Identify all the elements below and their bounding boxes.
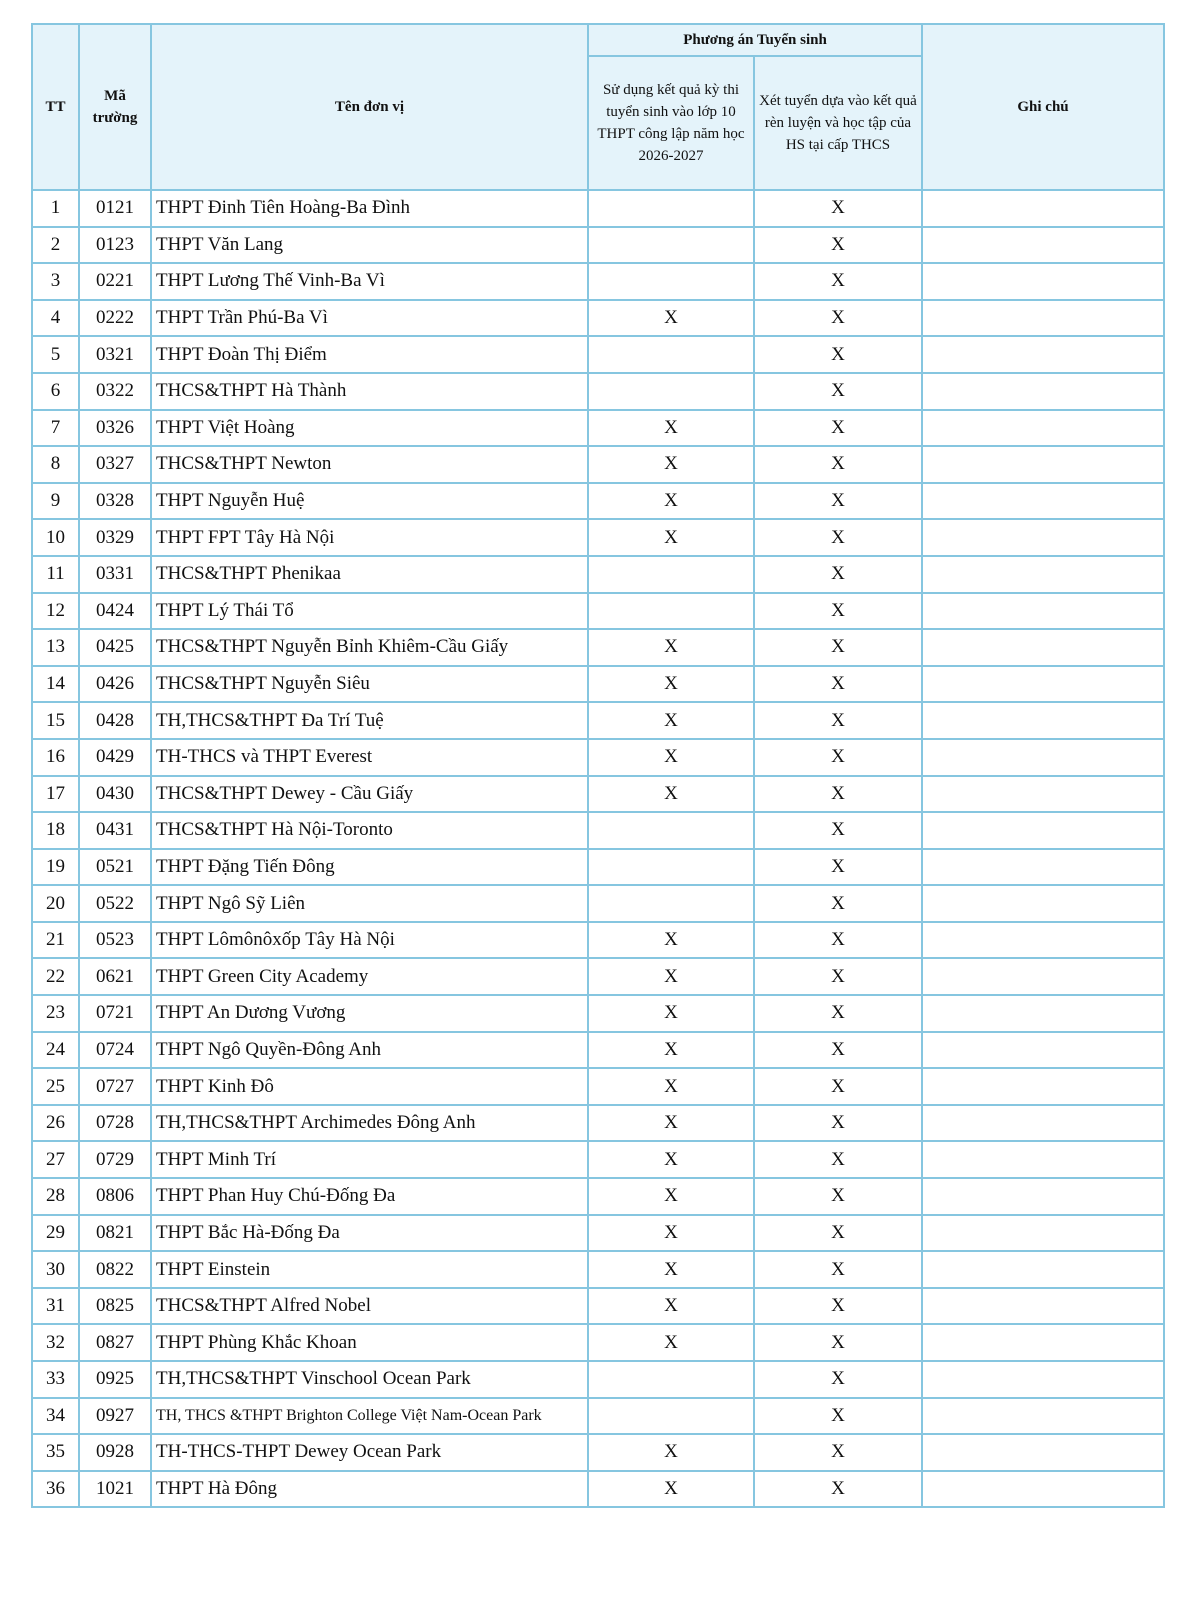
row-number: 25	[32, 1068, 79, 1105]
row-number: 36	[32, 1471, 79, 1508]
option-record-mark: X	[754, 812, 922, 849]
option-record-mark: X	[754, 1251, 922, 1288]
table-row	[32, 1251, 1164, 1288]
row-number: 23	[32, 995, 79, 1032]
row-number: 29	[32, 1215, 79, 1252]
option-exam-mark: X	[588, 702, 754, 739]
note-cell	[922, 1105, 1164, 1142]
option-record-mark: X	[754, 1434, 922, 1471]
option-exam-mark: X	[588, 446, 754, 483]
col-header-phuong-an: Phương án Tuyển sinh	[588, 24, 922, 56]
option-exam-mark	[588, 885, 754, 922]
school-name: THCS&THPT Alfred Nobel	[151, 1288, 588, 1325]
table-row	[32, 776, 1164, 813]
school-name: THPT Đoàn Thị Điểm	[151, 336, 588, 373]
option-record-mark: X	[754, 1398, 922, 1435]
col-header-ma-truong: Mã trường	[79, 24, 151, 190]
school-code: 0321	[79, 336, 151, 373]
row-number: 10	[32, 519, 79, 556]
note-cell	[922, 1068, 1164, 1105]
school-name: TH, THCS &THPT Brighton College Việt Nam-Ocean Park	[151, 1398, 588, 1435]
table-row	[32, 1398, 1164, 1435]
option-record-mark: X	[754, 958, 922, 995]
school-name: THPT Kinh Đô	[151, 1068, 588, 1105]
option-record-mark: X	[754, 300, 922, 337]
school-code: 0925	[79, 1361, 151, 1398]
school-name: TH-THCS-THPT Dewey Ocean Park	[151, 1434, 588, 1471]
school-name: THCS&THPT Dewey - Cầu Giấy	[151, 776, 588, 813]
school-code: 0430	[79, 776, 151, 813]
option-exam-mark: X	[588, 1288, 754, 1325]
school-name: TH,THCS&THPT Archimedes Đông Anh	[151, 1105, 588, 1142]
header-row	[32, 24, 1164, 56]
school-code: 0429	[79, 739, 151, 776]
col-header-option-exam: Sử dụng kết quả kỳ thi tuyển sinh vào lớp 10 THPT công lập năm học 2026-2027	[588, 56, 754, 190]
note-cell	[922, 666, 1164, 703]
row-number: 30	[32, 1251, 79, 1288]
col-header-option-record: Xét tuyển dựa vào kết quả rèn luyện và học tập của HS tại cấp THCS	[754, 56, 922, 190]
option-exam-mark: X	[588, 922, 754, 959]
school-name: THPT Ngô Sỹ Liên	[151, 885, 588, 922]
school-name: TH,THCS&THPT Đa Trí Tuệ	[151, 702, 588, 739]
school-name: THCS&THPT Phenikaa	[151, 556, 588, 593]
school-code: 0727	[79, 1068, 151, 1105]
option-record-mark: X	[754, 666, 922, 703]
option-record-mark: X	[754, 190, 922, 227]
table-row	[32, 922, 1164, 959]
option-exam-mark	[588, 263, 754, 300]
school-name: THPT Lương Thế Vinh-Ba Vì	[151, 263, 588, 300]
option-exam-mark	[588, 812, 754, 849]
school-name: THPT Lý Thái Tổ	[151, 593, 588, 630]
option-exam-mark	[588, 336, 754, 373]
table-row	[32, 702, 1164, 739]
option-exam-mark	[588, 190, 754, 227]
table-row	[32, 1032, 1164, 1069]
table-row	[32, 739, 1164, 776]
row-number: 27	[32, 1141, 79, 1178]
school-name: TH-THCS và THPT Everest	[151, 739, 588, 776]
table-row	[32, 1178, 1164, 1215]
option-exam-mark	[588, 556, 754, 593]
option-exam-mark: X	[588, 1434, 754, 1471]
row-number: 32	[32, 1324, 79, 1361]
table-row	[32, 1068, 1164, 1105]
table-row	[32, 1361, 1164, 1398]
note-cell	[922, 702, 1164, 739]
school-code: 0927	[79, 1398, 151, 1435]
school-name: THPT Văn Lang	[151, 227, 588, 264]
admission-table-container	[31, 23, 1163, 1508]
row-number: 19	[32, 849, 79, 886]
option-record-mark: X	[754, 556, 922, 593]
row-number: 16	[32, 739, 79, 776]
school-code: 0123	[79, 227, 151, 264]
row-number: 17	[32, 776, 79, 813]
option-record-mark: X	[754, 1471, 922, 1508]
table-row	[32, 812, 1164, 849]
option-record-mark: X	[754, 227, 922, 264]
school-name: THPT Lômônôxốp Tây Hà Nội	[151, 922, 588, 959]
option-record-mark: X	[754, 483, 922, 520]
table-row	[32, 1471, 1164, 1508]
note-cell	[922, 446, 1164, 483]
note-cell	[922, 849, 1164, 886]
option-exam-mark: X	[588, 410, 754, 447]
option-exam-mark	[588, 1398, 754, 1435]
school-name: THPT Bắc Hà-Đống Đa	[151, 1215, 588, 1252]
row-number: 21	[32, 922, 79, 959]
option-record-mark: X	[754, 1068, 922, 1105]
option-record-mark: X	[754, 849, 922, 886]
option-exam-mark: X	[588, 1471, 754, 1508]
option-exam-mark	[588, 593, 754, 630]
row-number: 1	[32, 190, 79, 227]
note-cell	[922, 1141, 1164, 1178]
school-code: 0431	[79, 812, 151, 849]
option-exam-mark: X	[588, 958, 754, 995]
school-code: 0827	[79, 1324, 151, 1361]
option-record-mark: X	[754, 519, 922, 556]
option-exam-mark: X	[588, 1178, 754, 1215]
school-code: 0825	[79, 1288, 151, 1325]
row-number: 9	[32, 483, 79, 520]
note-cell	[922, 483, 1164, 520]
note-cell	[922, 1324, 1164, 1361]
row-number: 4	[32, 300, 79, 337]
school-code: 0329	[79, 519, 151, 556]
option-record-mark: X	[754, 410, 922, 447]
row-number: 13	[32, 629, 79, 666]
school-code: 0522	[79, 885, 151, 922]
school-name: THPT Phùng Khắc Khoan	[151, 1324, 588, 1361]
school-code: 0428	[79, 702, 151, 739]
option-record-mark: X	[754, 922, 922, 959]
option-record-mark: X	[754, 373, 922, 410]
school-name: THCS&THPT Nguyễn Bỉnh Khiêm-Cầu Giấy	[151, 629, 588, 666]
school-code: 0121	[79, 190, 151, 227]
option-exam-mark: X	[588, 739, 754, 776]
row-number: 5	[32, 336, 79, 373]
option-exam-mark: X	[588, 1032, 754, 1069]
table-row	[32, 190, 1164, 227]
option-exam-mark: X	[588, 1141, 754, 1178]
option-exam-mark: X	[588, 1068, 754, 1105]
table-row	[32, 556, 1164, 593]
option-record-mark: X	[754, 263, 922, 300]
option-record-mark: X	[754, 629, 922, 666]
option-record-mark: X	[754, 593, 922, 630]
table-row	[32, 373, 1164, 410]
school-name: THPT Ngô Quyền-Đông Anh	[151, 1032, 588, 1069]
note-cell	[922, 629, 1164, 666]
school-code: 1021	[79, 1471, 151, 1508]
table-row	[32, 958, 1164, 995]
option-record-mark: X	[754, 1032, 922, 1069]
row-number: 24	[32, 1032, 79, 1069]
option-exam-mark: X	[588, 1324, 754, 1361]
note-cell	[922, 593, 1164, 630]
note-cell	[922, 373, 1164, 410]
row-number: 18	[32, 812, 79, 849]
school-code: 0221	[79, 263, 151, 300]
school-code: 0322	[79, 373, 151, 410]
school-name: THCS&THPT Nguyễn Siêu	[151, 666, 588, 703]
option-record-mark: X	[754, 446, 922, 483]
school-code: 0425	[79, 629, 151, 666]
school-code: 0424	[79, 593, 151, 630]
table-row	[32, 1215, 1164, 1252]
table-row	[32, 336, 1164, 373]
school-code: 0327	[79, 446, 151, 483]
row-number: 11	[32, 556, 79, 593]
note-cell	[922, 1251, 1164, 1288]
note-cell	[922, 812, 1164, 849]
table-row	[32, 1434, 1164, 1471]
note-cell	[922, 1288, 1164, 1325]
option-record-mark: X	[754, 1324, 922, 1361]
note-cell	[922, 263, 1164, 300]
note-cell	[922, 1178, 1164, 1215]
row-number: 31	[32, 1288, 79, 1325]
option-record-mark: X	[754, 1178, 922, 1215]
school-name: TH,THCS&THPT Vinschool Ocean Park	[151, 1361, 588, 1398]
option-record-mark: X	[754, 776, 922, 813]
school-name: THPT Phan Huy Chú-Đống Đa	[151, 1178, 588, 1215]
row-number: 34	[32, 1398, 79, 1435]
school-name: THPT Green City Academy	[151, 958, 588, 995]
option-exam-mark: X	[588, 1251, 754, 1288]
table-row	[32, 300, 1164, 337]
option-exam-mark: X	[588, 300, 754, 337]
note-cell	[922, 776, 1164, 813]
table-row	[32, 483, 1164, 520]
row-number: 22	[32, 958, 79, 995]
row-number: 12	[32, 593, 79, 630]
row-number: 6	[32, 373, 79, 410]
school-name: THPT Hà Đông	[151, 1471, 588, 1508]
option-record-mark: X	[754, 1141, 922, 1178]
school-code: 0426	[79, 666, 151, 703]
note-cell	[922, 1434, 1164, 1471]
option-exam-mark	[588, 373, 754, 410]
school-code: 0729	[79, 1141, 151, 1178]
note-cell	[922, 995, 1164, 1032]
school-code: 0523	[79, 922, 151, 959]
table-row	[32, 446, 1164, 483]
school-code: 0724	[79, 1032, 151, 1069]
table-row	[32, 995, 1164, 1032]
school-name: THPT Đinh Tiên Hoàng-Ba Đình	[151, 190, 588, 227]
option-exam-mark	[588, 227, 754, 264]
school-name: THPT Einstein	[151, 1251, 588, 1288]
note-cell	[922, 958, 1164, 995]
school-code: 0222	[79, 300, 151, 337]
table-row	[32, 1141, 1164, 1178]
row-number: 3	[32, 263, 79, 300]
col-header-ten-don-vi: Tên đơn vị	[151, 24, 588, 190]
option-record-mark: X	[754, 885, 922, 922]
school-code: 0728	[79, 1105, 151, 1142]
note-cell	[922, 300, 1164, 337]
note-cell	[922, 410, 1164, 447]
table-row	[32, 519, 1164, 556]
table-row	[32, 849, 1164, 886]
table-row	[32, 593, 1164, 630]
table-row	[32, 1324, 1164, 1361]
option-record-mark: X	[754, 739, 922, 776]
table-row	[32, 629, 1164, 666]
note-cell	[922, 1398, 1164, 1435]
school-code: 0806	[79, 1178, 151, 1215]
school-code: 0521	[79, 849, 151, 886]
school-code: 0328	[79, 483, 151, 520]
option-record-mark: X	[754, 702, 922, 739]
note-cell	[922, 519, 1164, 556]
option-exam-mark: X	[588, 483, 754, 520]
option-record-mark: X	[754, 995, 922, 1032]
school-code: 0331	[79, 556, 151, 593]
note-cell	[922, 1361, 1164, 1398]
note-cell	[922, 885, 1164, 922]
note-cell	[922, 227, 1164, 264]
school-name: THCS&THPT Hà Nội-Toronto	[151, 812, 588, 849]
row-number: 15	[32, 702, 79, 739]
table-row	[32, 1105, 1164, 1142]
note-cell	[922, 1471, 1164, 1508]
note-cell	[922, 739, 1164, 776]
row-number: 28	[32, 1178, 79, 1215]
note-cell	[922, 1215, 1164, 1252]
option-record-mark: X	[754, 1288, 922, 1325]
table-row	[32, 666, 1164, 703]
school-name: THPT Việt Hoàng	[151, 410, 588, 447]
table-row	[32, 410, 1164, 447]
table-row	[32, 227, 1164, 264]
option-record-mark: X	[754, 336, 922, 373]
option-exam-mark: X	[588, 629, 754, 666]
row-number: 26	[32, 1105, 79, 1142]
option-exam-mark: X	[588, 666, 754, 703]
school-name: THPT Minh Trí	[151, 1141, 588, 1178]
row-number: 8	[32, 446, 79, 483]
school-name: THPT An Dương Vương	[151, 995, 588, 1032]
col-header-ghi-chu: Ghi chú	[922, 24, 1164, 190]
note-cell	[922, 922, 1164, 959]
row-number: 2	[32, 227, 79, 264]
row-number: 20	[32, 885, 79, 922]
note-cell	[922, 190, 1164, 227]
table-row	[32, 1288, 1164, 1325]
row-number: 7	[32, 410, 79, 447]
option-exam-mark: X	[588, 776, 754, 813]
option-record-mark: X	[754, 1105, 922, 1142]
table-body	[32, 190, 1164, 1507]
school-code: 0621	[79, 958, 151, 995]
school-code: 0326	[79, 410, 151, 447]
admission-table	[31, 23, 1165, 1508]
option-exam-mark: X	[588, 1215, 754, 1252]
option-exam-mark: X	[588, 995, 754, 1032]
school-code: 0928	[79, 1434, 151, 1471]
school-code: 0721	[79, 995, 151, 1032]
school-name: THCS&THPT Newton	[151, 446, 588, 483]
option-record-mark: X	[754, 1215, 922, 1252]
table-row	[32, 263, 1164, 300]
note-cell	[922, 1032, 1164, 1069]
option-exam-mark: X	[588, 1105, 754, 1142]
note-cell	[922, 556, 1164, 593]
option-exam-mark: X	[588, 519, 754, 556]
school-name: THPT Trần Phú-Ba Vì	[151, 300, 588, 337]
row-number: 35	[32, 1434, 79, 1471]
option-exam-mark	[588, 1361, 754, 1398]
row-number: 14	[32, 666, 79, 703]
table-row	[32, 885, 1164, 922]
school-name: THPT FPT Tây Hà Nội	[151, 519, 588, 556]
option-exam-mark	[588, 849, 754, 886]
note-cell	[922, 336, 1164, 373]
col-header-tt: TT	[32, 24, 79, 190]
school-name: THPT Đặng Tiến Đông	[151, 849, 588, 886]
school-code: 0822	[79, 1251, 151, 1288]
school-name: THCS&THPT Hà Thành	[151, 373, 588, 410]
row-number: 33	[32, 1361, 79, 1398]
school-code: 0821	[79, 1215, 151, 1252]
option-record-mark: X	[754, 1361, 922, 1398]
school-name: THPT Nguyễn Huệ	[151, 483, 588, 520]
